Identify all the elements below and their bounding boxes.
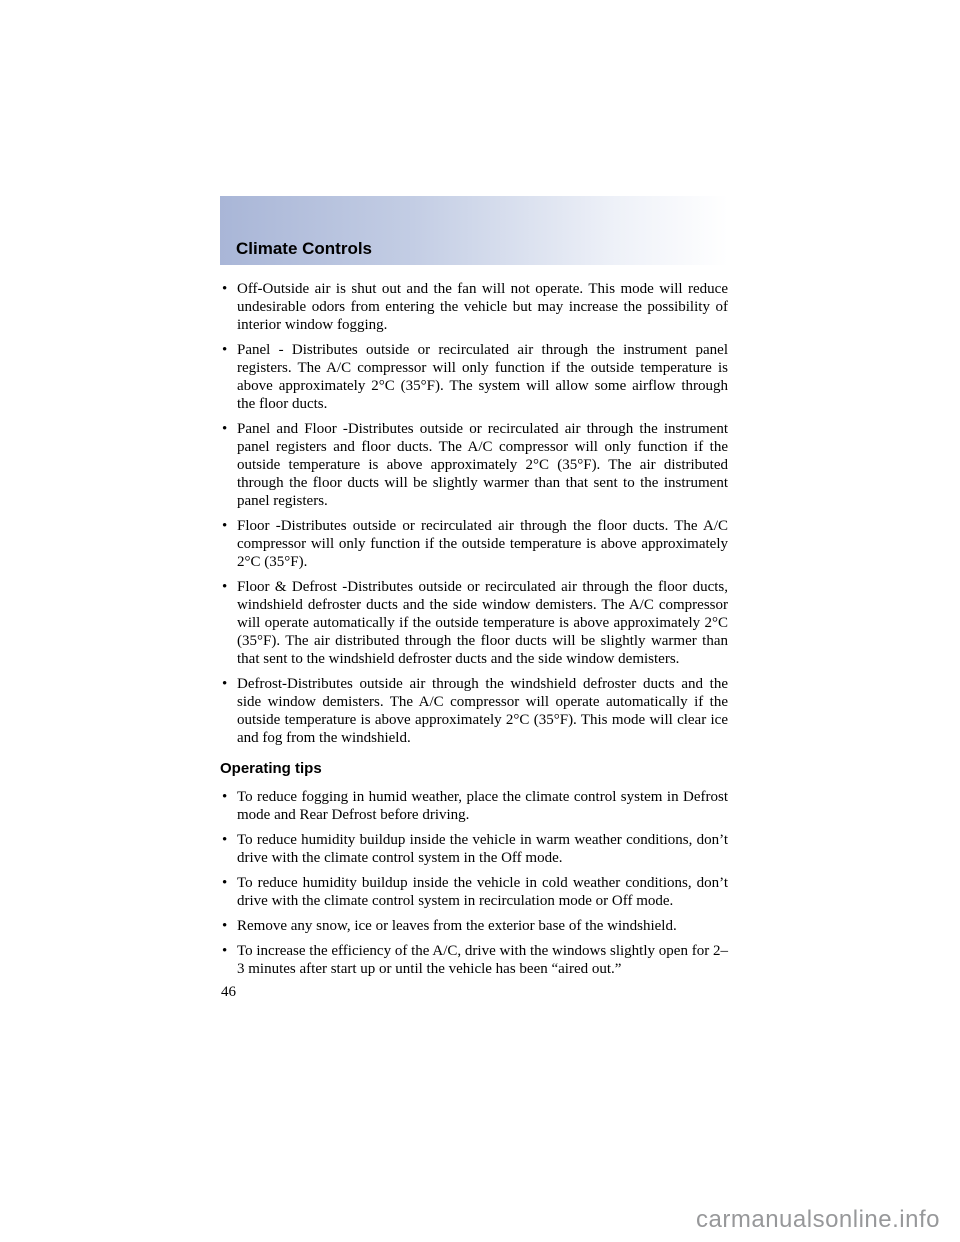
bullet-item: • To reduce fogging in humid weather, place the climate control system in Defrost mode and Rear Defrost before driving. — [220, 788, 728, 824]
operating-tips-heading: Operating tips — [220, 760, 322, 777]
page-title: Climate Controls — [236, 239, 373, 258]
section-header-band — [220, 196, 728, 265]
bullet-item: • To reduce humidity buildup inside the vehicle in cold weather conditions, don’t drive with the climate control system in recirculation mode or Off mode. — [220, 874, 728, 910]
bullet-item: • Defrost-Distributes outside air through the windshield defroster ducts and the side window demisters. The A/C compressor will operate automatically if the outside temperature is above approximately 2°C (35°F). This mode will clear ice and fog from the windshield. — [220, 675, 728, 747]
watermark-text: carmanualsonline.info — [696, 1206, 940, 1233]
bullet-item: • To increase the efficiency of the A/C, drive with the windows slightly open for 2–3 minutes after start up or until the vehicle has been “aired out.” — [220, 942, 728, 978]
bullet-item: • Panel - Distributes outside or recirculated air through the instrument panel registers. The A/C compressor will only function if the outside temperature is above approximately 2°C (35°F). The system will allow some airflow through the floor ducts. — [220, 341, 728, 413]
bullet-item: • Off-Outside air is shut out and the fan will not operate. This mode will reduce undesirable odors from entering the vehicle but may increase the possibility of interior window fogging. — [220, 280, 728, 334]
bullet-item: • Floor & Defrost -Distributes outside or recirculated air through the floor ducts, windshield defroster ducts and the side window demisters. The A/C compressor will operate automatically if the outside temperature is above approximately 2°C (35°F). The air distributed through the floor ducts will be slightly warmer than that sent to the windshield defroster ducts and the side window demisters. — [220, 578, 728, 668]
page-content — [220, 280, 728, 985]
bullet-item: • Panel and Floor -Distributes outside or recirculated air through the instrument panel registers and floor ducts. The A/C compressor will only function if the outside temperature is above approximately 2°C (35°F). The air distributed through the floor ducts will be slightly warmer than that sent to the instrument panel registers. — [220, 420, 728, 510]
operating-tips-bullet-list — [220, 788, 728, 978]
climate-mode-bullet-list — [220, 280, 728, 747]
page-number: 46 — [221, 984, 236, 1000]
bullet-item: • Floor -Distributes outside or recirculated air through the floor ducts. The A/C compressor will only function if the outside temperature is above approximately 2°C (35°F). — [220, 517, 728, 571]
bullet-item: • Remove any snow, ice or leaves from the exterior base of the windshield. — [220, 917, 728, 935]
bullet-item: • To reduce humidity buildup inside the vehicle in warm weather conditions, don’t drive with the climate control system in the Off mode. — [220, 831, 728, 867]
